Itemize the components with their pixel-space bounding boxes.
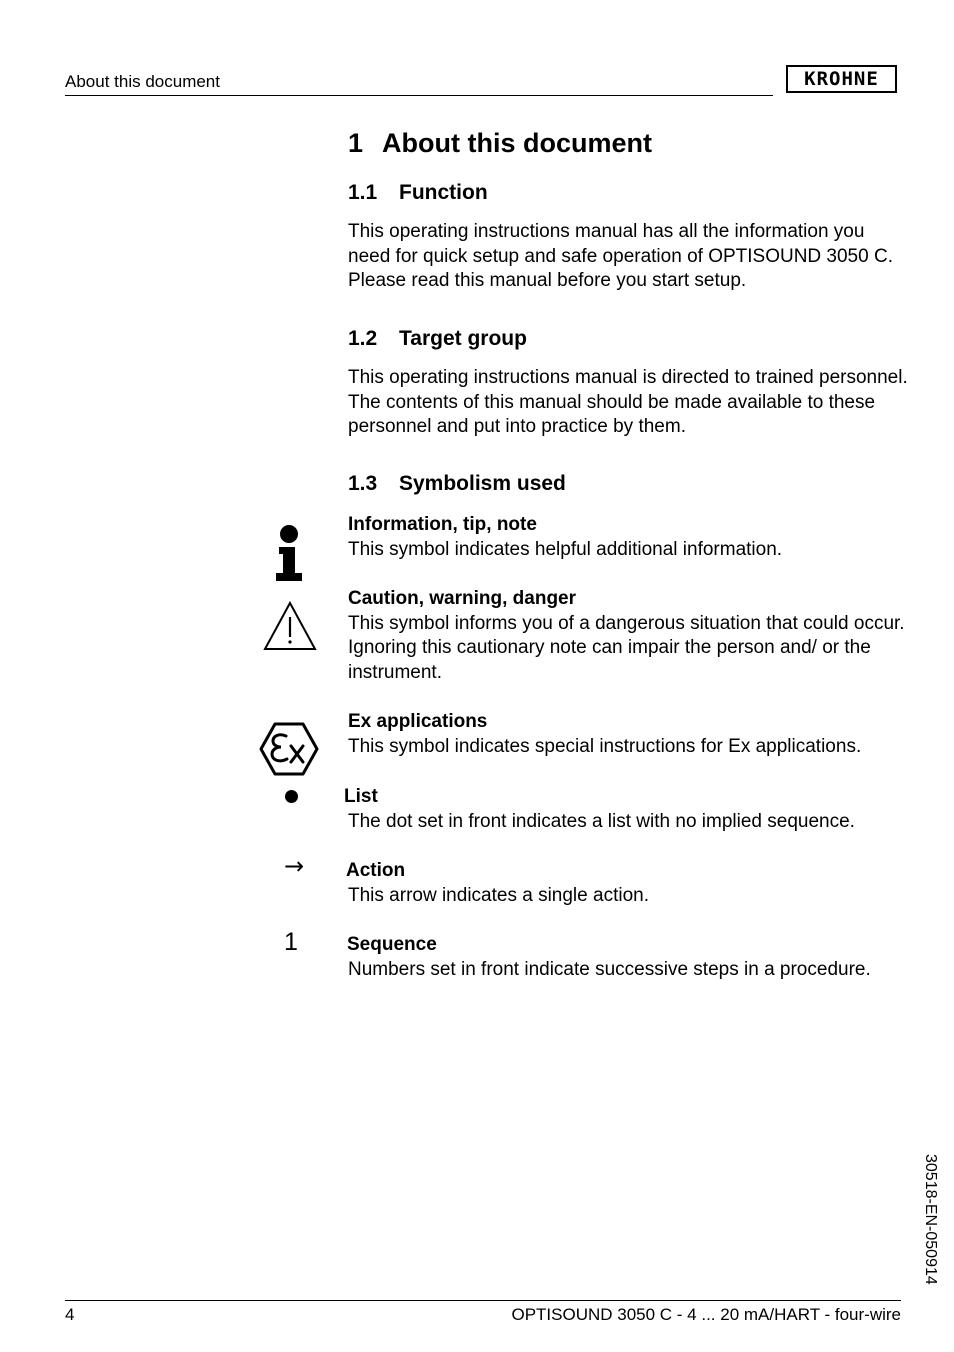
sequence-number-glyph: 1	[284, 928, 298, 956]
subsection-heading-function	[348, 181, 488, 205]
info-icon	[272, 523, 306, 583]
symbol-description-list: The dot set in front indicates a list with no implied sequence.	[348, 811, 855, 832]
product-footer: OPTISOUND 3050 C - 4 ... 20 mA/HART - four-wire	[511, 1305, 901, 1324]
section-heading	[348, 128, 652, 159]
subsection-title: Function	[399, 181, 488, 204]
symbol-title: Ex applications	[348, 711, 488, 732]
section-number: 1	[348, 128, 364, 158]
symbol-entry-ex	[348, 710, 908, 759]
arrow-right-icon: →	[284, 852, 305, 880]
symbol-description: This symbol informs you of a dangerous situation that could occur. Ignoring this cautionary note can impair the person and/ or the instrument.	[348, 612, 905, 683]
page-number: 4	[65, 1305, 75, 1324]
warning-triangle-icon	[262, 600, 318, 652]
subsection-heading-symbolism	[348, 472, 566, 496]
footer-rule	[65, 1300, 901, 1301]
symbol-description: This symbol indicates helpful additional information.	[348, 538, 783, 560]
symbol-title: Caution, warning, danger	[348, 588, 577, 609]
symbol-title-action: Action	[346, 860, 406, 881]
symbol-entry-info	[348, 513, 908, 562]
subsection-heading-target-group	[348, 327, 527, 351]
subsection-number: 1.1	[348, 181, 378, 204]
symbol-description-action: This arrow indicates a single action.	[348, 885, 649, 906]
symbol-title-sequence: Sequence	[347, 934, 437, 955]
header-rule	[65, 95, 773, 96]
symbol-entry-caution	[348, 587, 908, 685]
symbol-description: This symbol indicates special instructions for Ex applications.	[348, 735, 862, 757]
running-header: About this document	[65, 72, 220, 91]
function-paragraph: This operating instructions manual has all the information you need for quick setup and safe operation of OPTISOUND 3050 C. Please read this manual before you start setup.	[348, 221, 893, 291]
symbol-title-list: List	[344, 786, 378, 807]
subsection-number: 1.2	[348, 327, 378, 350]
section-title: About this document	[382, 128, 652, 158]
symbol-description-sequence: Numbers set in front indicate successive steps in a procedure.	[348, 959, 871, 980]
ex-hexagon-icon	[259, 722, 319, 776]
symbol-title: Information, tip, note	[348, 514, 537, 535]
subsection-title: Symbolism used	[399, 472, 566, 495]
bullet-dot-icon	[285, 790, 298, 803]
subsection-number: 1.3	[348, 472, 378, 495]
krohne-logo: KROHNE	[786, 65, 897, 93]
document-code: 30518-EN-050914	[922, 1154, 939, 1285]
target-group-paragraph: This operating instructions manual is directed to trained personnel. The contents of this manual should be made available to these personnel and put into practice by them.	[348, 367, 908, 437]
subsection-title: Target group	[399, 327, 527, 350]
